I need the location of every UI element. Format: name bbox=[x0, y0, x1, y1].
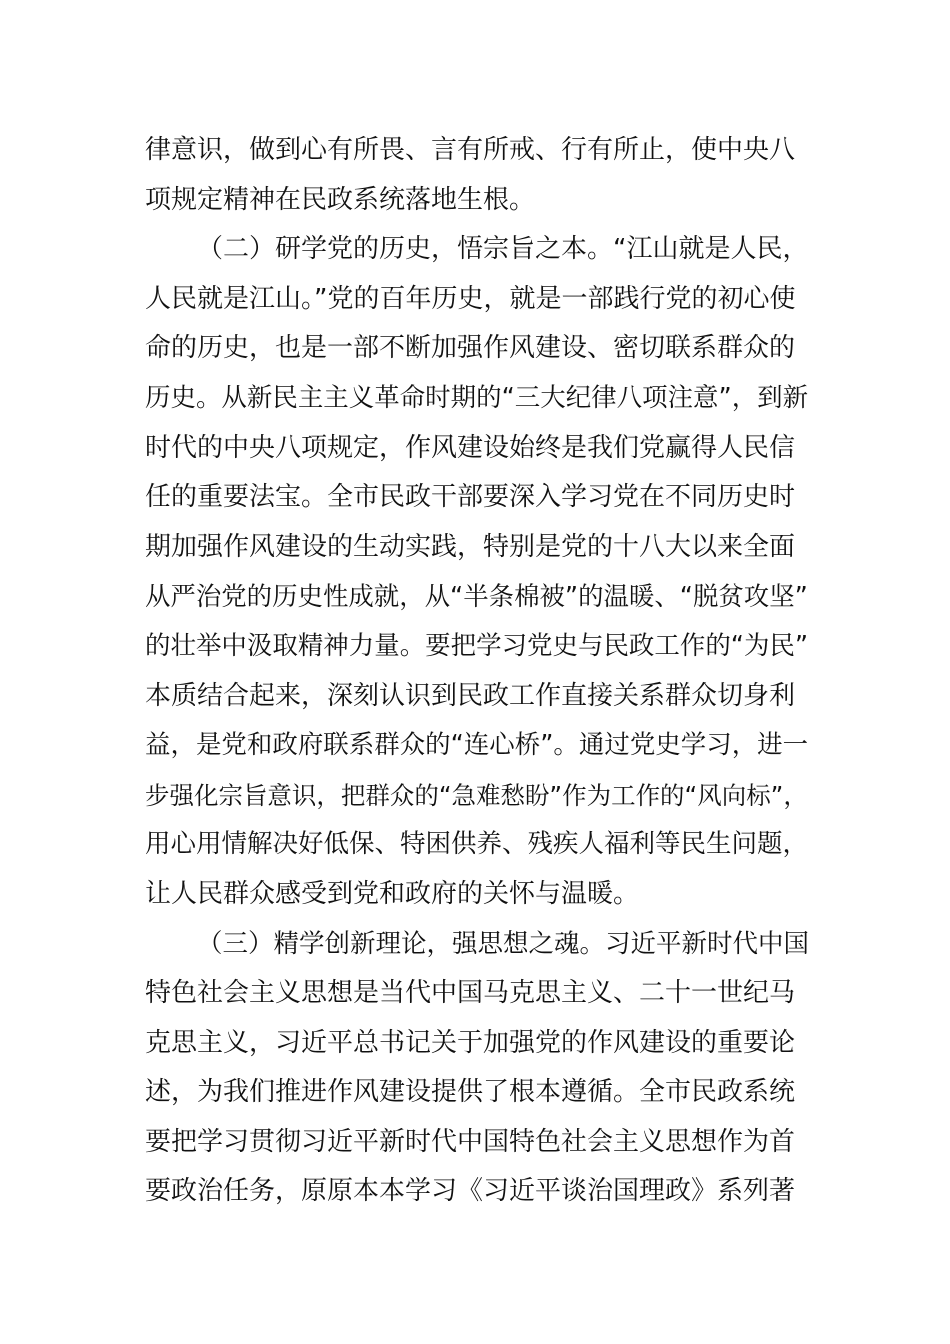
text-line: 要把学习贯彻习近平新时代中国特色社会主义思想作为首 bbox=[145, 1126, 796, 1157]
text-line: 律意识，做到心有所畏、言有所戒、行有所止，使中央八 bbox=[145, 135, 796, 165]
text-line: （二）研学党的历史，悟宗旨之本。“江山就是人民， bbox=[197, 234, 809, 265]
text-line: 从严治党的历史性成就，从“半条棉被”的温暖、“脱贫攻坚” bbox=[145, 581, 808, 612]
text-line: 任的重要法宝。全市民政干部要深入学习党在不同历史时 bbox=[145, 482, 796, 513]
text-line: 本质结合起来，深刻认识到民政工作直接关系群众切身利 bbox=[145, 680, 796, 711]
text-line: （三）精学创新理论，强思想之魂。习近平新时代中国 bbox=[197, 928, 810, 959]
text-line: 让人民群众感受到党和政府的关怀与温暖。 bbox=[145, 878, 640, 909]
text-line: 特色社会主义思想是当代中国马克思主义、二十一世纪马 bbox=[145, 978, 796, 1009]
text-line: 时代的中央八项规定，作风建设始终是我们党赢得人民信 bbox=[145, 432, 796, 463]
text-line: 的壮举中汲取精神力量。要把学习党史与民政工作的“为民” bbox=[145, 630, 809, 661]
text-line: 项规定精神在民政系统落地生根。 bbox=[145, 184, 536, 215]
text-line: 用心用情解决好低保、特困供养、残疾人福利等民生问题， bbox=[145, 829, 809, 860]
text-line: 要政治任务，原原本本学习《习近平谈治国理政》系列著 bbox=[145, 1176, 796, 1207]
document-body bbox=[145, 126, 815, 1217]
text-line: 命的历史，也是一部不断加强作风建设、密切联系群众的 bbox=[145, 333, 796, 364]
text-line: 人民就是江山。”党的百年历史，就是一部践行党的初心使 bbox=[145, 283, 796, 314]
text-line: 期加强作风建设的生动实践，特别是党的十八大以来全面 bbox=[145, 531, 796, 562]
text-line: 历史。从新民主主义革命时期的“三大纪律八项注意”，到新 bbox=[145, 382, 809, 413]
text-line: 步强化宗旨意识，把群众的“急难愁盼”作为工作的“风向标”， bbox=[145, 780, 808, 810]
text-line: 克思主义，习近平总书记关于加强党的作风建设的重要论 bbox=[145, 1027, 796, 1058]
text-line: 述，为我们推进作风建设提供了根本遵循。全市民政系统 bbox=[145, 1077, 796, 1108]
text-line: 益，是党和政府联系群众的“连心桥”。通过党史学习，进一 bbox=[145, 730, 809, 761]
